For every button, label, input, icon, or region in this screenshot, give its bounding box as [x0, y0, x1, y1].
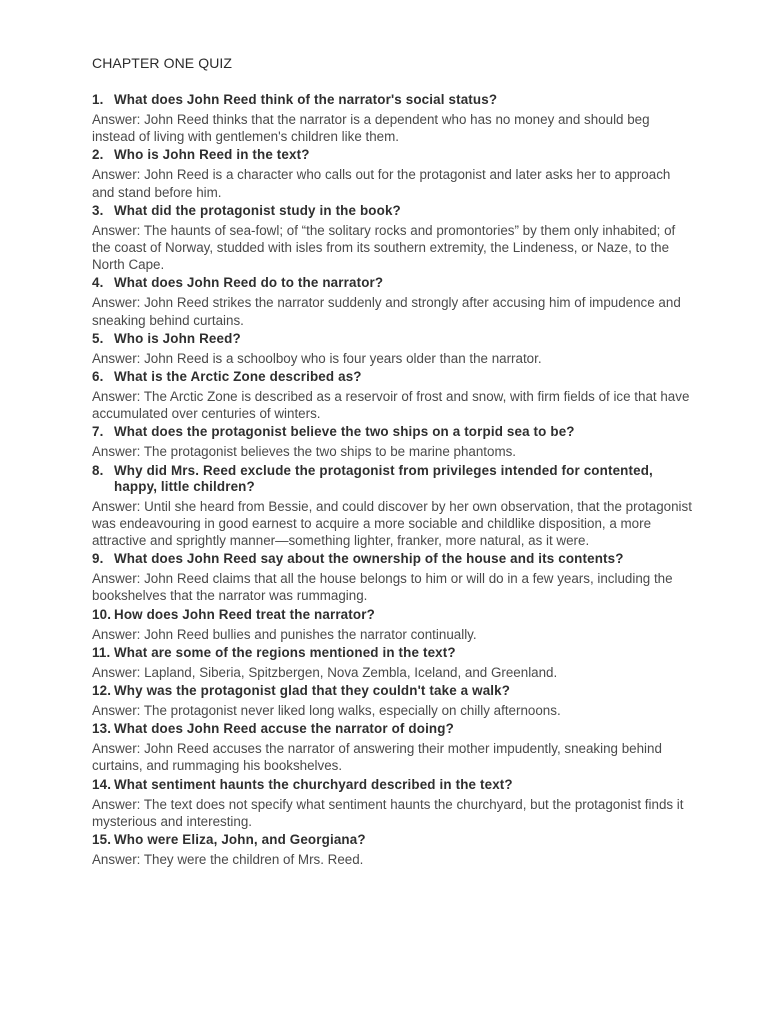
- document-content: [92, 54, 692, 870]
- question-number: 2.: [92, 147, 104, 163]
- question-text: Why did Mrs. Reed exclude the protagonist from privileges intended for contented, happy, little children?: [114, 462, 653, 494]
- quiz-question: [92, 463, 692, 495]
- quiz-answer: Answer: The text does not specify what sentiment haunts the churchyard, but the protagonist finds it mysterious and interesting.: [92, 796, 684, 829]
- question-number: 10.: [92, 606, 112, 622]
- quiz-item: [92, 463, 692, 550]
- quiz-answer: Answer: The haunts of sea-fowl; of “the solitary rocks and promontories” by them only inhabited; of the coast of Norway, studded with isles from its southern extremity, the Lindeness, or Naze, to the North Cape.: [92, 222, 676, 273]
- question-number: 15.: [92, 832, 112, 848]
- question-text: What does John Reed accuse the narrator of doing?: [114, 721, 454, 737]
- question-text: What does the protagonist believe the two ships on a torpid sea to be?: [114, 424, 575, 440]
- quiz-item: [92, 607, 692, 643]
- question-text: What does John Reed say about the ownership of the house and its contents?: [114, 551, 624, 567]
- quiz-question: [92, 147, 692, 163]
- quiz-item: [92, 92, 692, 145]
- quiz-answer: Answer: The protagonist believes the two ships to be marine phantoms.: [92, 444, 517, 460]
- quiz-answer: Answer: John Reed accuses the narrator of answering their mother impudently, sneaking behind curtains, and rummaging his bookshelves.: [92, 741, 662, 774]
- quiz-answer: Answer: The Arctic Zone is described as a reservoir of frost and snow, with firm fields of ice that have accumulated over centuries of winters.: [92, 389, 690, 422]
- question-text: Who is John Reed?: [114, 330, 241, 346]
- quiz-question: [92, 203, 692, 219]
- question-text: What does John Reed think of the narrator's social status?: [114, 92, 498, 107]
- quiz-item: [92, 275, 692, 328]
- question-number: 9.: [92, 551, 104, 567]
- question-text: How does John Reed treat the narrator?: [114, 606, 375, 622]
- question-number: 12.: [92, 683, 112, 699]
- quiz-question: [92, 551, 692, 567]
- question-number: 8.: [92, 462, 104, 478]
- quiz-answer: Answer: John Reed is a schoolboy who is four years older than the narrator.: [92, 350, 542, 366]
- quiz-item: [92, 369, 692, 422]
- question-number: 3.: [92, 202, 104, 218]
- quiz-answer: Answer: John Reed thinks that the narrator is a dependent who has no money and should beg instead of living with gentlemen's children like them.: [92, 112, 650, 145]
- quiz-answer: Answer: The protagonist never liked long walks, especially on chilly afternoons.: [92, 703, 561, 719]
- quiz-item: [92, 424, 692, 460]
- question-number: 13.: [92, 721, 112, 737]
- quiz-list: [92, 92, 692, 868]
- quiz-question: [92, 777, 692, 793]
- question-text: Who is John Reed in the text?: [114, 147, 310, 163]
- quiz-question: [92, 424, 692, 440]
- question-text: What did the protagonist study in the book?: [114, 202, 401, 218]
- question-number: 4.: [92, 275, 104, 291]
- question-number: 6.: [92, 369, 104, 385]
- quiz-question: [92, 645, 692, 661]
- quiz-item: [92, 147, 692, 200]
- quiz-item: [92, 551, 692, 604]
- quiz-question: [92, 607, 692, 623]
- quiz-answer: Answer: John Reed strikes the narrator suddenly and strongly after accusing him of impudence and sneaking behind curtains.: [92, 295, 681, 328]
- quiz-question: [92, 369, 692, 385]
- quiz-question: [92, 683, 692, 699]
- quiz-item: [92, 721, 692, 774]
- quiz-question: [92, 331, 692, 347]
- quiz-item: [92, 832, 692, 868]
- quiz-item: [92, 777, 692, 830]
- quiz-item: [92, 683, 692, 719]
- quiz-answer: Answer: John Reed is a character who calls out for the protagonist and later asks her to approach and stand before him.: [92, 167, 671, 200]
- question-number: 5.: [92, 330, 104, 346]
- question-text: What is the Arctic Zone described as?: [114, 369, 362, 385]
- quiz-answer: Answer: Lapland, Siberia, Spitzbergen, Nova Zembla, Iceland, and Greenland.: [92, 664, 558, 680]
- question-text: What are some of the regions mentioned in the text?: [114, 644, 456, 660]
- quiz-question: [92, 92, 692, 108]
- question-number: 14.: [92, 776, 112, 792]
- question-text: What sentiment haunts the churchyard described in the text?: [114, 776, 513, 792]
- quiz-answer: Answer: They were the children of Mrs. Reed.: [92, 852, 364, 868]
- question-text: What does John Reed do to the narrator?: [114, 275, 384, 291]
- question-number: 7.: [92, 424, 104, 440]
- quiz-item: [92, 203, 692, 274]
- question-number: 1.: [92, 92, 104, 107]
- quiz-question: [92, 832, 692, 848]
- quiz-answer: Answer: Until she heard from Bessie, and could discover by her own observation, that the protagonist was endeavouring in good earnest to acquire a more sociable and childlike disposition, a more attractive and sprightly manner—something lighter, franker, more natural, as it were.: [92, 498, 692, 549]
- quiz-item: [92, 331, 692, 367]
- quiz-item: [92, 645, 692, 681]
- document-title: CHAPTER ONE QUIZ: [92, 55, 233, 71]
- question-text: Who were Eliza, John, and Georgiana?: [114, 832, 366, 848]
- quiz-question: [92, 275, 692, 291]
- quiz-question: [92, 721, 692, 737]
- question-text: Why was the protagonist glad that they couldn't take a walk?: [114, 683, 511, 699]
- question-number: 11.: [92, 644, 111, 660]
- quiz-answer: Answer: John Reed claims that all the house belongs to him or will do in a few years, including the bookshelves that the narrator was rummaging.: [92, 571, 673, 604]
- quiz-answer: Answer: John Reed bullies and punishes the narrator continually.: [92, 626, 477, 642]
